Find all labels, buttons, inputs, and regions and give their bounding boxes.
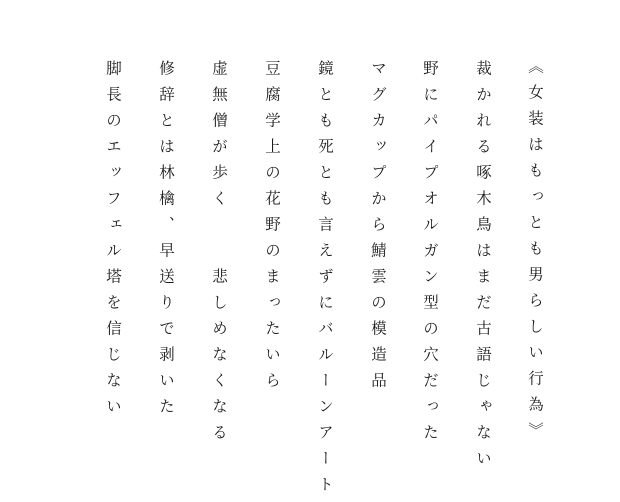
poem-line-3: マグカップから鯖雲の模造品: [369, 60, 387, 398]
poem-line-6: 虚無僧が歩く 悲しめなくなる: [210, 60, 228, 450]
poem-line-4: 鏡とも死とも言えずにバルーンアート: [316, 60, 334, 502]
poem-line-7: 修辞とは林檎、早送りで剥いた: [157, 60, 175, 424]
poem-title: 《女装はもっとも男らしい行為》: [526, 58, 544, 448]
poem-line-2: 野にパイプオルガン型の穴だった: [421, 60, 439, 450]
poem-line-8: 脚長のエッフェル塔を信じない: [104, 60, 122, 424]
poem-line-5: 豆腐学上の花野のまったいら: [263, 60, 281, 398]
poem-line-1: 裁かれる啄木鳥はまだ古語じゃない: [474, 60, 492, 476]
